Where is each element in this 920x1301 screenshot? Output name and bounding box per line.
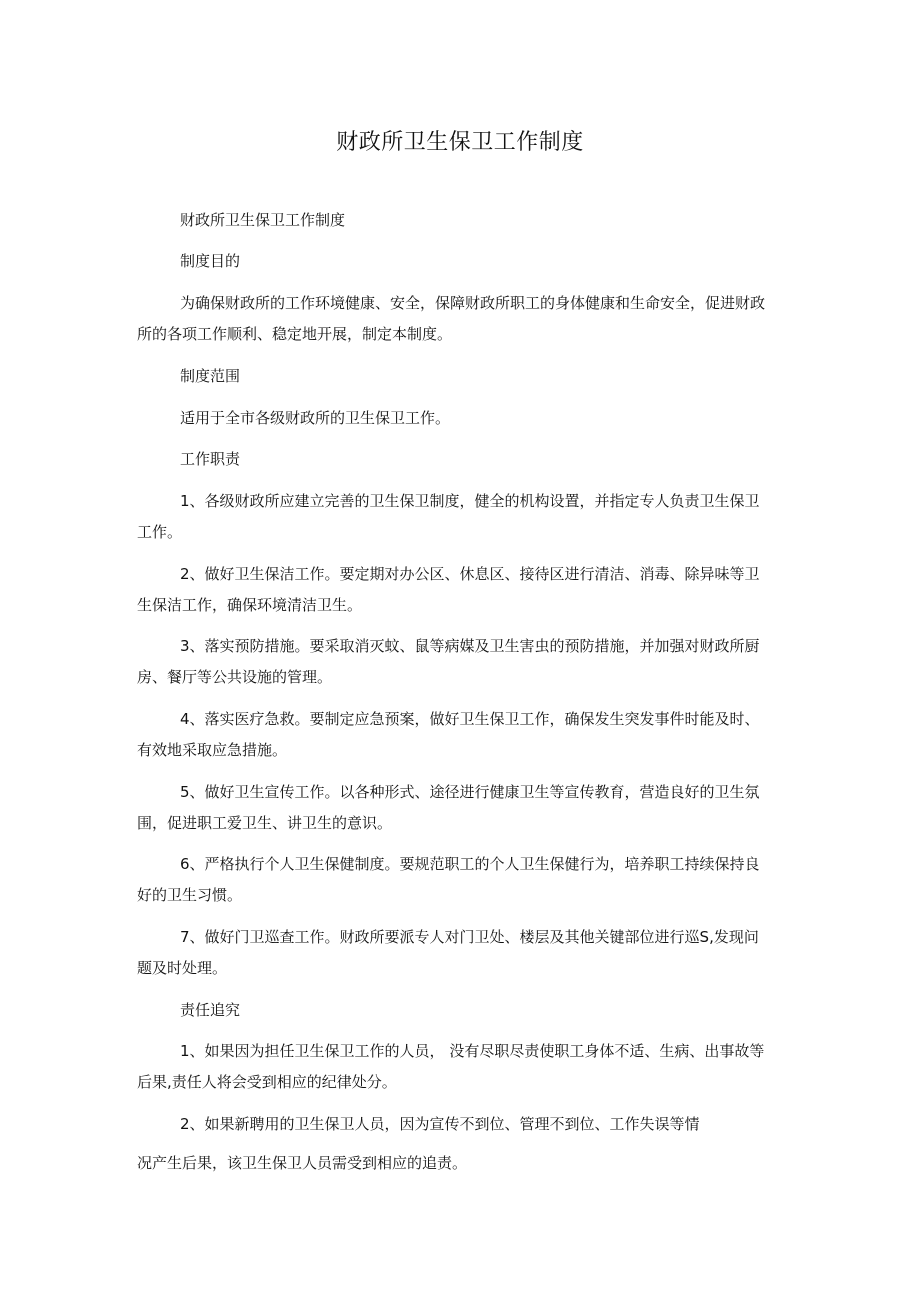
paragraph-line: 工作。 <box>137 523 183 541</box>
paragraph-line: 生保洁工作，确保环境清洁卫生。 <box>137 596 363 614</box>
paragraph-line: 5、做好卫生宣传工作。以各种形式、途径进行健康卫生等宣传教育，营造良好的卫生氛 <box>180 783 760 801</box>
subtitle: 财政所卫生保卫工作制度 <box>180 211 346 229</box>
paragraph-line: 所的各项工作顺利、稳定地开展，制定本制度。 <box>137 325 453 343</box>
paragraph-line: 2、做好卫生保洁工作。要定期对办公区、休息区、接待区进行清洁、消毒、除异味等卫 <box>180 565 760 583</box>
paragraph-line: 有效地采取应急措施。 <box>137 741 288 759</box>
paragraph-line: 适用于全市各级财政所的卫生保卫工作。 <box>180 409 451 427</box>
paragraph-line: 7、做好门卫巡查工作。财政所要派专人对门卫处、楼层及其他关键部位进行巡S,发现问 <box>180 928 759 946</box>
section-heading-duties: 工作职责 <box>180 450 241 468</box>
paragraph-line: 3、落实预防措施。要采取消灭蚊、鼠等病媒及卫生害虫的预防措施，并加强对财政所厨 <box>180 637 760 655</box>
paragraph-line: 题及时处理。 <box>137 959 228 977</box>
paragraph-line: 6、严格执行个人卫生保健制度。要规范职工的个人卫生保健行为，培养职工持续保持良 <box>180 855 760 873</box>
paragraph-line: 为确保财政所的工作环境健康、安全，保障财政所职工的身体健康和生命安全，促进财政 <box>180 294 766 312</box>
paragraph-line: 4、落实医疗急救。要制定应急预案，做好卫生保卫工作，确保发生突发事件时能及时、 <box>180 710 760 728</box>
paragraph-line: 房、餐厅等公共设施的管理。 <box>137 668 333 686</box>
section-heading-scope: 制度范围 <box>180 367 241 385</box>
paragraph-line: 况产生后果，该卫生保卫人员需受到相应的追责。 <box>137 1154 468 1172</box>
paragraph-line: 后果,责任人将会受到相应的纪律处分。 <box>137 1073 397 1091</box>
section-heading-accountability: 责任追究 <box>180 1001 241 1019</box>
paragraph-line: 1、各级财政所应建立完善的卫生保卫制度，健全的机构设置，并指定专人负责卫生保卫 <box>180 492 760 510</box>
paragraph-line: 1、如果因为担任卫生保卫工作的人员， 没有尽职尽责使职工身体不适、生病、出事故等 <box>180 1042 765 1060</box>
paragraph-line: 好的卫生习惯。 <box>137 886 243 904</box>
section-heading-purpose: 制度目的 <box>180 252 241 270</box>
paragraph-line: 2、如果新聘用的卫生保卫人员，因为宣传不到位、管理不到位、工作失误等情 <box>180 1115 700 1133</box>
document-title: 财政所卫生保卫工作制度 <box>336 130 584 155</box>
paragraph-line: 围，促进职工爱卫生、讲卫生的意识。 <box>137 814 393 832</box>
